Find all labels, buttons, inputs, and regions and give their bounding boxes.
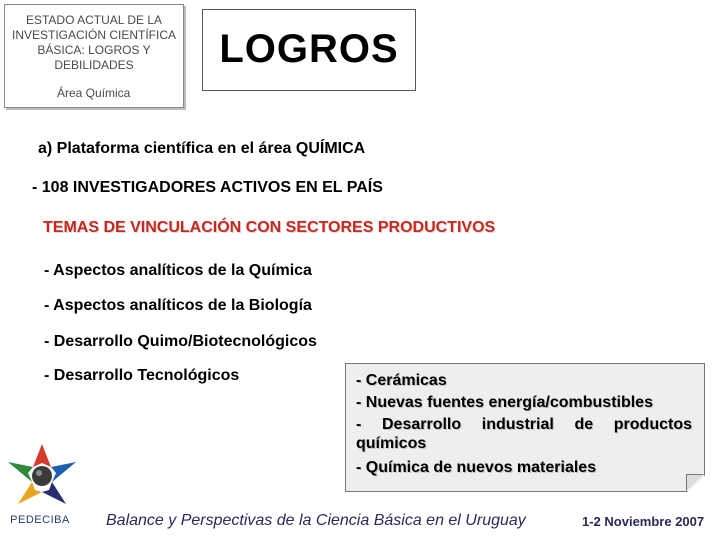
logros-box: [202, 9, 416, 91]
logo-text: PEDECIBA: [10, 514, 70, 526]
header-subtitle: Área Química: [57, 86, 131, 100]
footer-date: 1-2 Noviembre 2007: [582, 514, 705, 529]
tech-item: - Cerámicas: [356, 372, 447, 389]
header-title: ESTADO ACTUAL DE LA INVESTIGACIÓN CIENTÍFICA BÁSICA: LOGROS Y DEBILIDADES: [11, 13, 176, 72]
researchers-line: - 108 INVESTIGADORES ACTIVOS EN EL PAÍS: [32, 179, 383, 196]
tech-item: - Nuevas fuentes energía/combustibles: [356, 394, 653, 411]
section-heading: a) Plataforma científica en el área QUÍMICA: [38, 140, 366, 157]
header-box: [4, 4, 184, 108]
tech-item: - Desarrollo industrial de productos químicos: [356, 416, 692, 452]
topic-item: - Aspectos analíticos de la Química: [44, 262, 312, 279]
logo-arm-green: [8, 462, 33, 482]
logo-arm-red: [33, 444, 51, 467]
footer-title: Balance y Perspectivas de la Ciencia Básica en el Uruguay: [106, 512, 526, 529]
topic-item: - Aspectos analíticos de la Biología: [44, 297, 312, 314]
pedeciba-logo: [4, 440, 80, 512]
topic-item: - Desarrollo Tecnológicos: [44, 367, 240, 384]
logros-title: LOGROS: [219, 27, 399, 71]
tech-item: - Química de nuevos materiales: [356, 459, 597, 476]
topics-heading: TEMAS DE VINCULACIÓN CON SECTORES PRODUCTIVOS: [43, 219, 496, 236]
logo-center-circle: [32, 466, 52, 486]
topic-item: - Desarrollo Quimo/Biotecnológicos: [44, 333, 317, 350]
logo-arm-blue: [51, 462, 76, 482]
